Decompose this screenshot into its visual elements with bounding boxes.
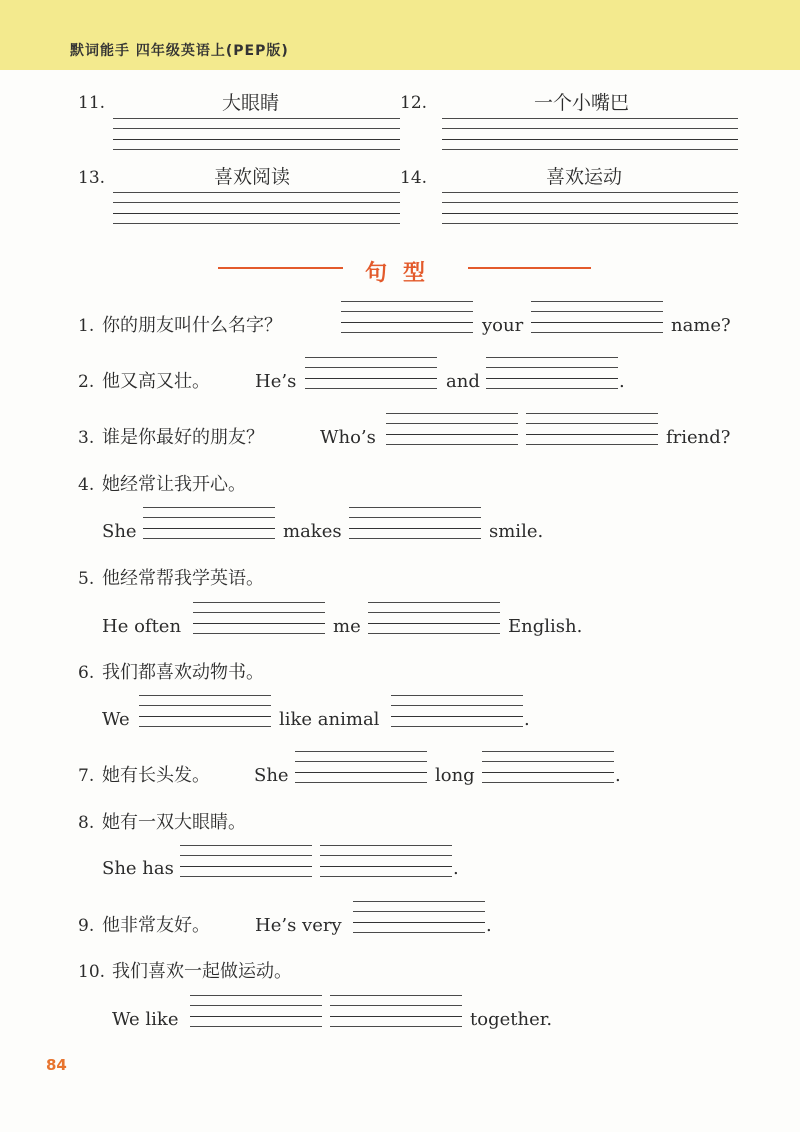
item-number: 8. [78, 813, 95, 833]
section-title: 句型 [365, 261, 442, 286]
item-number: 2. [78, 372, 95, 392]
answer-blank[interactable] [391, 695, 523, 727]
sentence-word: He often [102, 616, 182, 637]
writing-lines[interactable] [442, 192, 738, 224]
vocab-prompt: 喜欢阅读 [214, 166, 291, 188]
item-number: 5. [78, 569, 95, 589]
answer-blank[interactable] [320, 845, 452, 877]
answer-blank[interactable] [190, 995, 322, 1027]
item-number: 14. [400, 168, 428, 188]
writing-lines[interactable] [442, 118, 738, 150]
answer-blank[interactable] [305, 357, 437, 389]
sentence-word: smile. [489, 521, 544, 542]
item-number: 7. [78, 766, 95, 786]
item-number: 11. [78, 93, 106, 113]
sentence-word: Who’s [320, 427, 376, 448]
answer-blank[interactable] [180, 845, 312, 877]
sentence-word: makes [283, 521, 342, 542]
item-number: 10. [78, 962, 106, 982]
item-number: 9. [78, 916, 95, 936]
sentence-punctuation: . [619, 371, 625, 392]
answer-blank[interactable] [531, 301, 663, 333]
sentence-word: name? [671, 315, 731, 336]
chinese-prompt: 你的朋友叫什么名字？ [102, 315, 282, 336]
vocab-prompt: 喜欢运动 [546, 166, 623, 188]
answer-blank[interactable] [295, 751, 427, 783]
sentence-word: She [102, 521, 137, 542]
section-divider-left [218, 267, 343, 269]
answer-blank[interactable] [526, 413, 658, 445]
sentence-punctuation: . [486, 915, 492, 936]
chinese-prompt: 我们都喜欢动物书。 [102, 662, 264, 683]
item-number: 1. [78, 316, 95, 336]
sentence-word: He’s very [255, 915, 342, 936]
chinese-prompt: 她有一双大眼睛。 [102, 812, 246, 833]
sentence-word: together. [470, 1009, 553, 1030]
sentence-punctuation: . [615, 765, 621, 786]
vocab-prompt: 大眼睛 [222, 92, 280, 114]
sentence-word: We [102, 709, 130, 730]
item-number: 6. [78, 663, 95, 683]
answer-blank[interactable] [330, 995, 462, 1027]
item-number: 12. [400, 93, 428, 113]
answer-blank[interactable] [139, 695, 271, 727]
answer-blank[interactable] [386, 413, 518, 445]
answer-blank[interactable] [341, 301, 473, 333]
section-divider-right [468, 267, 591, 269]
page-number: 84 [46, 1056, 67, 1074]
book-title: 默词能手 四年级英语上(PEP版) [70, 43, 289, 59]
answer-blank[interactable] [482, 751, 614, 783]
item-number: 3. [78, 428, 95, 448]
answer-blank[interactable] [368, 602, 500, 634]
writing-lines[interactable] [113, 118, 400, 150]
answer-blank[interactable] [193, 602, 325, 634]
answer-blank[interactable] [349, 507, 481, 539]
sentence-word: friend? [666, 427, 731, 448]
item-number: 4. [78, 475, 95, 495]
sentence-word: We like [112, 1009, 179, 1030]
sentence-word: me [333, 616, 361, 637]
chinese-prompt: 谁是你最好的朋友？ [102, 427, 264, 448]
sentence-word: She has [102, 858, 174, 879]
sentence-word: your [482, 315, 524, 336]
sentence-word: like animal [279, 709, 380, 730]
sentence-word: long [435, 765, 475, 786]
chinese-prompt: 他非常友好。 [102, 915, 210, 936]
header-band [0, 0, 800, 70]
chinese-prompt: 她有长头发。 [102, 765, 210, 786]
writing-lines[interactable] [113, 192, 400, 224]
sentence-word: She [254, 765, 289, 786]
chinese-prompt: 他又高又壮。 [102, 371, 210, 392]
chinese-prompt: 他经常帮我学英语。 [102, 568, 264, 589]
sentence-punctuation: . [453, 858, 459, 879]
sentence-word: He’s [255, 371, 297, 392]
chinese-prompt: 我们喜欢一起做运动。 [112, 961, 292, 982]
answer-blank[interactable] [486, 357, 618, 389]
sentence-word: English. [508, 616, 583, 637]
sentence-punctuation: . [524, 709, 530, 730]
answer-blank[interactable] [353, 901, 485, 933]
chinese-prompt: 她经常让我开心。 [102, 474, 246, 495]
answer-blank[interactable] [143, 507, 275, 539]
item-number: 13. [78, 168, 106, 188]
vocab-prompt: 一个小嘴巴 [534, 92, 630, 114]
sentence-word: and [446, 371, 480, 392]
